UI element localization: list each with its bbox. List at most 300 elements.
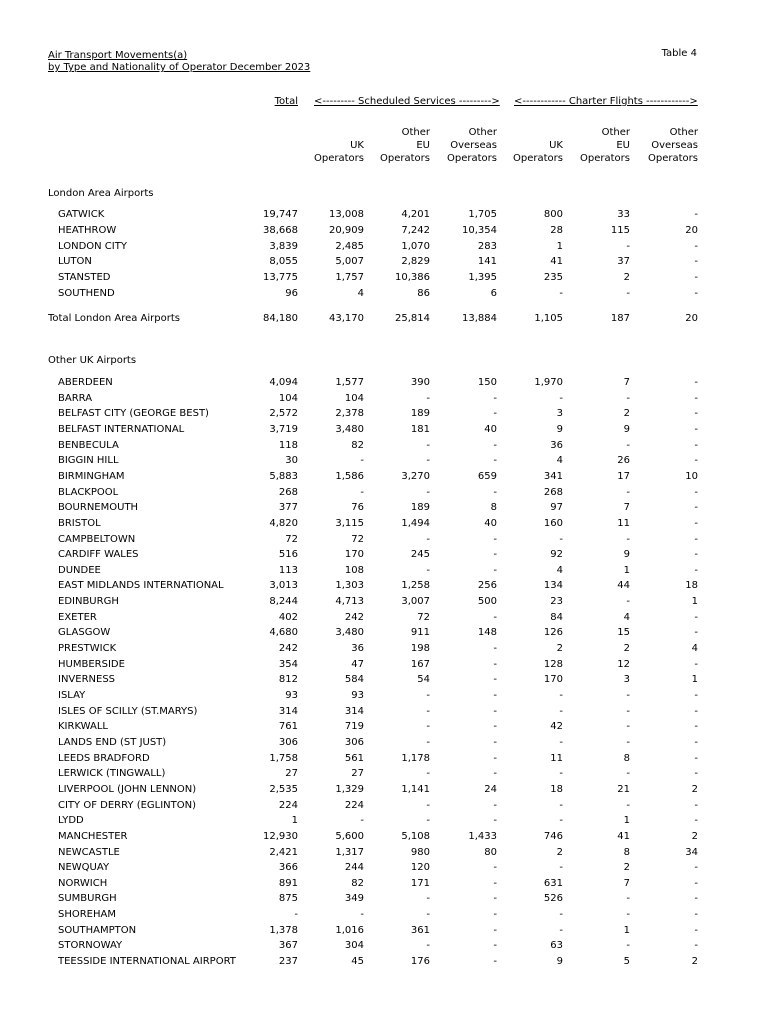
cell-col-3: 7,242 bbox=[401, 224, 430, 236]
cell-col-4: - bbox=[493, 721, 497, 733]
cell-col-2: 13,008 bbox=[329, 209, 364, 220]
cell-col-3: 198 bbox=[410, 643, 430, 655]
cell-col-1: 306 bbox=[278, 736, 298, 748]
cell-col-7: - bbox=[694, 240, 698, 252]
cell-col-7: - bbox=[694, 272, 698, 284]
cell-col-2: 2,485 bbox=[335, 240, 364, 252]
cell-col-3: 54 bbox=[417, 674, 430, 686]
cell-col-2: 4,713 bbox=[335, 596, 364, 608]
cell-col-4: 40 bbox=[484, 423, 497, 435]
cell-col-2: 82 bbox=[351, 439, 364, 451]
cell-col-7: 20 bbox=[685, 313, 698, 324]
cell-col-4: - bbox=[493, 893, 497, 905]
cell-col-4: 40 bbox=[484, 517, 497, 529]
cell-col-7: - bbox=[694, 721, 698, 733]
cell-col-1: 875 bbox=[278, 893, 298, 905]
table-row bbox=[0, 751, 768, 766]
cell-col-2: 4 bbox=[357, 288, 364, 299]
cell-col-5: 4 bbox=[556, 564, 563, 576]
airport-name: EDINBURGH bbox=[58, 596, 119, 608]
cell-col-5: - bbox=[559, 736, 563, 748]
cell-col-5: 235 bbox=[543, 272, 563, 284]
cell-col-6: - bbox=[626, 240, 630, 252]
cell-col-1: 8,055 bbox=[269, 256, 298, 268]
cell-col-5: 2 bbox=[556, 846, 563, 858]
cell-col-6: 2 bbox=[623, 643, 630, 655]
cell-col-6: - bbox=[626, 893, 630, 905]
cell-col-3: 2,829 bbox=[401, 256, 430, 268]
cell-col-2: 584 bbox=[344, 674, 364, 686]
cell-col-5: 36 bbox=[550, 439, 563, 451]
airport-name: CAMPBELTOWN bbox=[58, 533, 136, 545]
cell-col-2: 304 bbox=[344, 940, 364, 952]
cell-col-4: 10,354 bbox=[462, 224, 497, 236]
cell-col-3: 1,258 bbox=[401, 580, 430, 592]
cell-col-1: 96 bbox=[285, 288, 298, 299]
cell-col-3: - bbox=[426, 893, 430, 905]
table-row bbox=[0, 375, 768, 390]
cell-col-7: - bbox=[694, 486, 698, 498]
cell-col-6: 33 bbox=[617, 209, 630, 220]
table-row bbox=[0, 406, 768, 421]
cell-col-4: 8 bbox=[490, 502, 497, 514]
cell-col-7: - bbox=[694, 924, 698, 936]
cell-col-6: - bbox=[626, 392, 630, 404]
table-row bbox=[0, 860, 768, 875]
cell-col-4: 1,705 bbox=[468, 209, 497, 220]
cell-col-6: 8 bbox=[623, 846, 630, 858]
cell-col-2: 1,577 bbox=[335, 377, 364, 388]
cell-col-1: 113 bbox=[278, 564, 298, 576]
scheduled-services-header: <--------- Scheduled Services ---------> bbox=[314, 96, 500, 107]
table-row bbox=[0, 532, 768, 547]
table-row bbox=[0, 813, 768, 828]
cell-col-1: 367 bbox=[278, 940, 298, 952]
cell-col-3: 189 bbox=[410, 408, 430, 420]
cell-col-1: 4,094 bbox=[269, 377, 298, 388]
cell-col-4: 148 bbox=[477, 627, 497, 639]
airport-name: PRESTWICK bbox=[58, 643, 117, 655]
cell-col-5: 63 bbox=[550, 940, 563, 952]
cell-col-2: 5,600 bbox=[335, 830, 364, 842]
airport-name: LIVERPOOL (JOHN LENNON) bbox=[58, 783, 197, 795]
cell-col-1: 84,180 bbox=[263, 313, 298, 324]
cell-col-6: 17 bbox=[617, 470, 630, 482]
cell-col-3: - bbox=[426, 815, 430, 827]
column-header-1: UK Operators bbox=[314, 140, 364, 164]
cell-col-1: 268 bbox=[278, 486, 298, 498]
cell-col-3: - bbox=[426, 799, 430, 811]
cell-col-4: - bbox=[493, 408, 497, 420]
cell-col-2: 5,007 bbox=[335, 256, 364, 268]
cell-col-4: - bbox=[493, 392, 497, 404]
airport-name: LYDD bbox=[58, 815, 84, 827]
airport-name: SUMBURGH bbox=[58, 893, 117, 905]
cell-col-2: - bbox=[360, 486, 364, 498]
cell-col-2: 1,317 bbox=[335, 846, 364, 858]
airport-name: HUMBERSIDE bbox=[58, 658, 125, 670]
cell-col-4: - bbox=[493, 611, 497, 623]
cell-col-4: 659 bbox=[477, 470, 497, 482]
cell-col-5: 3 bbox=[556, 408, 563, 420]
airport-name: LANDS END (ST JUST) bbox=[58, 736, 167, 748]
table-row bbox=[0, 500, 768, 515]
cell-col-3: 10,386 bbox=[395, 272, 430, 284]
cell-col-7: - bbox=[694, 533, 698, 545]
table-row bbox=[0, 672, 768, 687]
cell-col-7: - bbox=[694, 736, 698, 748]
cell-col-1: 3,013 bbox=[269, 580, 298, 592]
cell-col-3: 86 bbox=[417, 288, 430, 299]
cell-col-3: 1,494 bbox=[401, 517, 430, 529]
cell-col-3: 1,070 bbox=[401, 240, 430, 252]
cell-col-1: 516 bbox=[278, 549, 298, 561]
table-row bbox=[0, 594, 768, 609]
cell-col-7: - bbox=[694, 909, 698, 921]
table-row bbox=[0, 766, 768, 781]
cell-col-4: - bbox=[493, 909, 497, 921]
cell-col-1: 891 bbox=[278, 877, 298, 889]
cell-col-3: 189 bbox=[410, 502, 430, 514]
cell-col-7: 2 bbox=[691, 830, 698, 842]
cell-col-5: - bbox=[559, 533, 563, 545]
cell-col-1: 314 bbox=[278, 705, 298, 717]
table-row bbox=[0, 270, 768, 285]
cell-col-6: - bbox=[626, 533, 630, 545]
table-row bbox=[0, 547, 768, 562]
cell-col-4: - bbox=[493, 690, 497, 701]
airport-name: BELFAST CITY (GEORGE BEST) bbox=[58, 408, 209, 420]
cell-col-3: 72 bbox=[417, 611, 430, 623]
airport-name: BOURNEMOUTH bbox=[58, 502, 139, 514]
cell-col-7: - bbox=[694, 439, 698, 451]
table-row bbox=[0, 923, 768, 938]
table-row bbox=[0, 286, 768, 301]
airport-name: LEEDS BRADFORD bbox=[58, 752, 150, 764]
cell-col-5: - bbox=[559, 768, 563, 780]
cell-col-6: 41 bbox=[617, 830, 630, 842]
cell-col-5: 126 bbox=[543, 627, 563, 639]
cell-col-5: 631 bbox=[543, 877, 563, 889]
cell-col-7: 1 bbox=[691, 596, 698, 608]
cell-col-4: 80 bbox=[484, 846, 497, 858]
cell-col-7: - bbox=[694, 502, 698, 514]
cell-col-6: - bbox=[626, 736, 630, 748]
cell-col-4: 256 bbox=[477, 580, 497, 592]
cell-col-4: 1,433 bbox=[468, 830, 497, 842]
cell-col-7: - bbox=[694, 209, 698, 220]
airport-name: BENBECULA bbox=[58, 439, 119, 451]
cell-col-3: 911 bbox=[410, 627, 430, 639]
cell-col-5: 800 bbox=[543, 209, 563, 220]
cell-col-4: - bbox=[493, 658, 497, 670]
cell-col-6: 1 bbox=[623, 564, 630, 576]
cell-col-5: 41 bbox=[550, 256, 563, 268]
cell-col-1: 104 bbox=[278, 392, 298, 404]
cell-col-1: 402 bbox=[278, 611, 298, 623]
cell-col-6: - bbox=[626, 768, 630, 780]
airport-name: MANCHESTER bbox=[58, 830, 128, 842]
cell-col-4: 150 bbox=[477, 377, 497, 388]
cell-col-3: - bbox=[426, 455, 430, 467]
cell-col-6: 115 bbox=[610, 224, 630, 236]
cell-col-2: 242 bbox=[344, 611, 364, 623]
cell-col-7: - bbox=[694, 549, 698, 561]
airport-name: EAST MIDLANDS INTERNATIONAL bbox=[58, 580, 224, 592]
table-row bbox=[0, 688, 768, 703]
cell-col-1: 2,572 bbox=[269, 408, 298, 420]
cell-col-5: 746 bbox=[543, 830, 563, 842]
cell-col-7: 20 bbox=[685, 224, 698, 236]
table-row bbox=[0, 641, 768, 656]
airport-name: KIRKWALL bbox=[58, 721, 108, 733]
cell-col-7: - bbox=[694, 377, 698, 388]
cell-col-1: 5,883 bbox=[269, 470, 298, 482]
cell-col-3: - bbox=[426, 721, 430, 733]
cell-col-1: - bbox=[294, 909, 298, 921]
cell-col-6: 11 bbox=[617, 517, 630, 529]
cell-col-1: 38,668 bbox=[263, 224, 298, 236]
cell-col-5: 42 bbox=[550, 721, 563, 733]
cell-col-1: 13,775 bbox=[263, 272, 298, 284]
cell-col-6: 1 bbox=[623, 815, 630, 827]
cell-col-7: - bbox=[694, 658, 698, 670]
cell-col-7: - bbox=[694, 705, 698, 717]
cell-col-4: 283 bbox=[477, 240, 497, 252]
cell-col-2: 76 bbox=[351, 502, 364, 514]
cell-col-5: 128 bbox=[543, 658, 563, 670]
cell-col-7: - bbox=[694, 768, 698, 780]
cell-col-3: - bbox=[426, 533, 430, 545]
cell-col-1: 4,820 bbox=[269, 517, 298, 529]
cell-col-6: - bbox=[626, 909, 630, 921]
cell-col-1: 8,244 bbox=[269, 596, 298, 608]
cell-col-5: - bbox=[559, 392, 563, 404]
cell-col-4: - bbox=[493, 643, 497, 655]
cell-col-2: 1,016 bbox=[335, 924, 364, 936]
cell-col-4: - bbox=[493, 752, 497, 764]
cell-col-3: - bbox=[426, 439, 430, 451]
table-row bbox=[0, 485, 768, 500]
cell-col-5: 134 bbox=[543, 580, 563, 592]
cell-col-7: - bbox=[694, 690, 698, 701]
cell-col-2: 43,170 bbox=[329, 313, 364, 324]
cell-col-3: - bbox=[426, 564, 430, 576]
cell-col-1: 2,535 bbox=[269, 783, 298, 795]
cell-col-6: 2 bbox=[623, 408, 630, 420]
cell-col-3: - bbox=[426, 690, 430, 701]
cell-col-3: 390 bbox=[410, 377, 430, 388]
title-line-1: Air Transport Movements(a) bbox=[48, 50, 188, 61]
cell-col-3: 1,141 bbox=[401, 783, 430, 795]
airport-name: CARDIFF WALES bbox=[58, 549, 139, 561]
cell-col-4: - bbox=[493, 956, 497, 968]
section-heading-london: London Area Airports bbox=[48, 188, 154, 199]
cell-col-2: 82 bbox=[351, 877, 364, 889]
cell-col-6: 4 bbox=[623, 611, 630, 623]
cell-col-6: 44 bbox=[617, 580, 630, 592]
table-row bbox=[0, 563, 768, 578]
airport-name: NEWCASTLE bbox=[58, 846, 120, 858]
cell-col-5: 4 bbox=[556, 455, 563, 467]
cell-col-3: - bbox=[426, 940, 430, 952]
cell-col-2: 72 bbox=[351, 533, 364, 545]
airport-name: SHOREHAM bbox=[58, 909, 116, 921]
airport-name: ISLAY bbox=[58, 690, 86, 701]
cell-col-3: 3,007 bbox=[401, 596, 430, 608]
table-row bbox=[0, 516, 768, 531]
cell-col-2: 47 bbox=[351, 658, 364, 670]
cell-col-7: 4 bbox=[691, 643, 698, 655]
cell-col-4: - bbox=[493, 564, 497, 576]
cell-col-3: 176 bbox=[410, 956, 430, 968]
cell-col-1: 242 bbox=[278, 643, 298, 655]
airport-name: SOUTHEND bbox=[58, 288, 115, 299]
cell-col-2: 108 bbox=[344, 564, 364, 576]
cell-col-3: 171 bbox=[410, 877, 430, 889]
airport-name: BELFAST INTERNATIONAL bbox=[58, 423, 185, 435]
cell-col-6: 2 bbox=[623, 862, 630, 874]
cell-col-6: - bbox=[626, 439, 630, 451]
table-row bbox=[0, 207, 768, 222]
cell-col-6: 7 bbox=[623, 877, 630, 889]
cell-col-6: 2 bbox=[623, 272, 630, 284]
cell-col-4: - bbox=[493, 705, 497, 717]
cell-col-1: 237 bbox=[278, 956, 298, 968]
cell-col-4: - bbox=[493, 799, 497, 811]
column-header-4: UK Operators bbox=[513, 140, 563, 164]
table-row bbox=[0, 438, 768, 453]
cell-col-7: - bbox=[694, 799, 698, 811]
cell-col-6: 26 bbox=[617, 455, 630, 467]
cell-col-6: 21 bbox=[617, 783, 630, 795]
airport-name: GATWICK bbox=[58, 209, 105, 220]
table-row bbox=[0, 422, 768, 437]
document-title bbox=[48, 50, 310, 74]
cell-col-7: - bbox=[694, 877, 698, 889]
cell-col-2: 244 bbox=[344, 862, 364, 874]
cell-col-2: 1,757 bbox=[335, 272, 364, 284]
airport-name: BIRMINGHAM bbox=[58, 470, 125, 482]
cell-col-5: - bbox=[559, 815, 563, 827]
cell-col-1: 812 bbox=[278, 674, 298, 686]
table-row bbox=[0, 578, 768, 593]
column-header-2: Other EU Operators bbox=[380, 127, 430, 164]
column-header-6: Other Overseas Operators bbox=[648, 127, 698, 164]
cell-col-6: - bbox=[626, 705, 630, 717]
cell-col-6: 7 bbox=[623, 377, 630, 388]
table-row bbox=[0, 657, 768, 672]
cell-col-4: - bbox=[493, 549, 497, 561]
cell-col-5: 97 bbox=[550, 502, 563, 514]
table-row bbox=[0, 845, 768, 860]
cell-col-1: 1 bbox=[291, 815, 298, 827]
cell-col-6: 37 bbox=[617, 256, 630, 268]
table-row bbox=[0, 391, 768, 406]
table-row bbox=[0, 610, 768, 625]
cell-col-2: 1,303 bbox=[335, 580, 364, 592]
column-header-3: Other Overseas Operators bbox=[447, 127, 497, 164]
cell-col-4: - bbox=[493, 877, 497, 889]
cell-col-2: 36 bbox=[351, 643, 364, 655]
cell-col-3: 3,270 bbox=[401, 470, 430, 482]
cell-col-6: 8 bbox=[623, 752, 630, 764]
cell-col-7: - bbox=[694, 862, 698, 874]
cell-col-5: - bbox=[559, 909, 563, 921]
cell-col-7: 2 bbox=[691, 783, 698, 795]
cell-col-4: - bbox=[493, 674, 497, 686]
cell-col-5: 1 bbox=[556, 240, 563, 252]
cell-col-5: 1,970 bbox=[534, 377, 563, 388]
cell-col-4: 6 bbox=[490, 288, 497, 299]
cell-col-5: 2 bbox=[556, 643, 563, 655]
cell-col-6: 12 bbox=[617, 658, 630, 670]
cell-col-7: - bbox=[694, 627, 698, 639]
table-row bbox=[0, 798, 768, 813]
cell-col-2: 93 bbox=[351, 690, 364, 701]
cell-col-4: - bbox=[493, 533, 497, 545]
cell-col-4: 1,395 bbox=[468, 272, 497, 284]
cell-col-2: 3,480 bbox=[335, 423, 364, 435]
table-row bbox=[0, 223, 768, 238]
cell-col-5: - bbox=[559, 288, 563, 299]
cell-col-6: 9 bbox=[623, 549, 630, 561]
cell-col-5: 23 bbox=[550, 596, 563, 608]
cell-col-2: - bbox=[360, 909, 364, 921]
cell-col-5: 18 bbox=[550, 783, 563, 795]
cell-col-7: - bbox=[694, 408, 698, 420]
cell-col-2: 1,586 bbox=[335, 470, 364, 482]
cell-col-7: - bbox=[694, 752, 698, 764]
column-header-5: Other EU Operators bbox=[580, 127, 630, 164]
cell-col-7: 2 bbox=[691, 956, 698, 968]
cell-col-7: - bbox=[694, 517, 698, 529]
cell-col-1: 1,758 bbox=[269, 752, 298, 764]
cell-col-1: 30 bbox=[285, 455, 298, 467]
cell-col-6: - bbox=[626, 799, 630, 811]
cell-col-2: 2,378 bbox=[335, 408, 364, 420]
cell-col-3: 4,201 bbox=[401, 209, 430, 220]
table-row bbox=[0, 469, 768, 484]
table-row bbox=[0, 704, 768, 719]
airport-name: BIGGIN HILL bbox=[58, 455, 119, 467]
cell-col-2: 1,329 bbox=[335, 783, 364, 795]
cell-col-4: 141 bbox=[477, 256, 497, 268]
airport-name: INVERNESS bbox=[58, 674, 116, 686]
cell-col-7: - bbox=[694, 423, 698, 435]
cell-col-2: 3,115 bbox=[335, 517, 364, 529]
table-row bbox=[0, 254, 768, 269]
cell-col-6: 7 bbox=[623, 502, 630, 514]
cell-col-3: 120 bbox=[410, 862, 430, 874]
airport-name: BARRA bbox=[58, 392, 93, 404]
cell-col-7: 18 bbox=[685, 580, 698, 592]
table-row bbox=[0, 239, 768, 254]
cell-col-1: 224 bbox=[278, 799, 298, 811]
cell-col-2: 314 bbox=[344, 705, 364, 717]
cell-col-1: 118 bbox=[278, 439, 298, 451]
cell-col-3: 980 bbox=[410, 846, 430, 858]
cell-col-6: 1 bbox=[623, 924, 630, 936]
cell-col-1: 366 bbox=[278, 862, 298, 874]
cell-col-3: - bbox=[426, 768, 430, 780]
cell-col-5: - bbox=[559, 924, 563, 936]
airport-name: LERWICK (TINGWALL) bbox=[58, 768, 166, 780]
table-row bbox=[0, 938, 768, 953]
cell-col-3: - bbox=[426, 736, 430, 748]
cell-col-2: 349 bbox=[344, 893, 364, 905]
cell-col-4: 24 bbox=[484, 783, 497, 795]
